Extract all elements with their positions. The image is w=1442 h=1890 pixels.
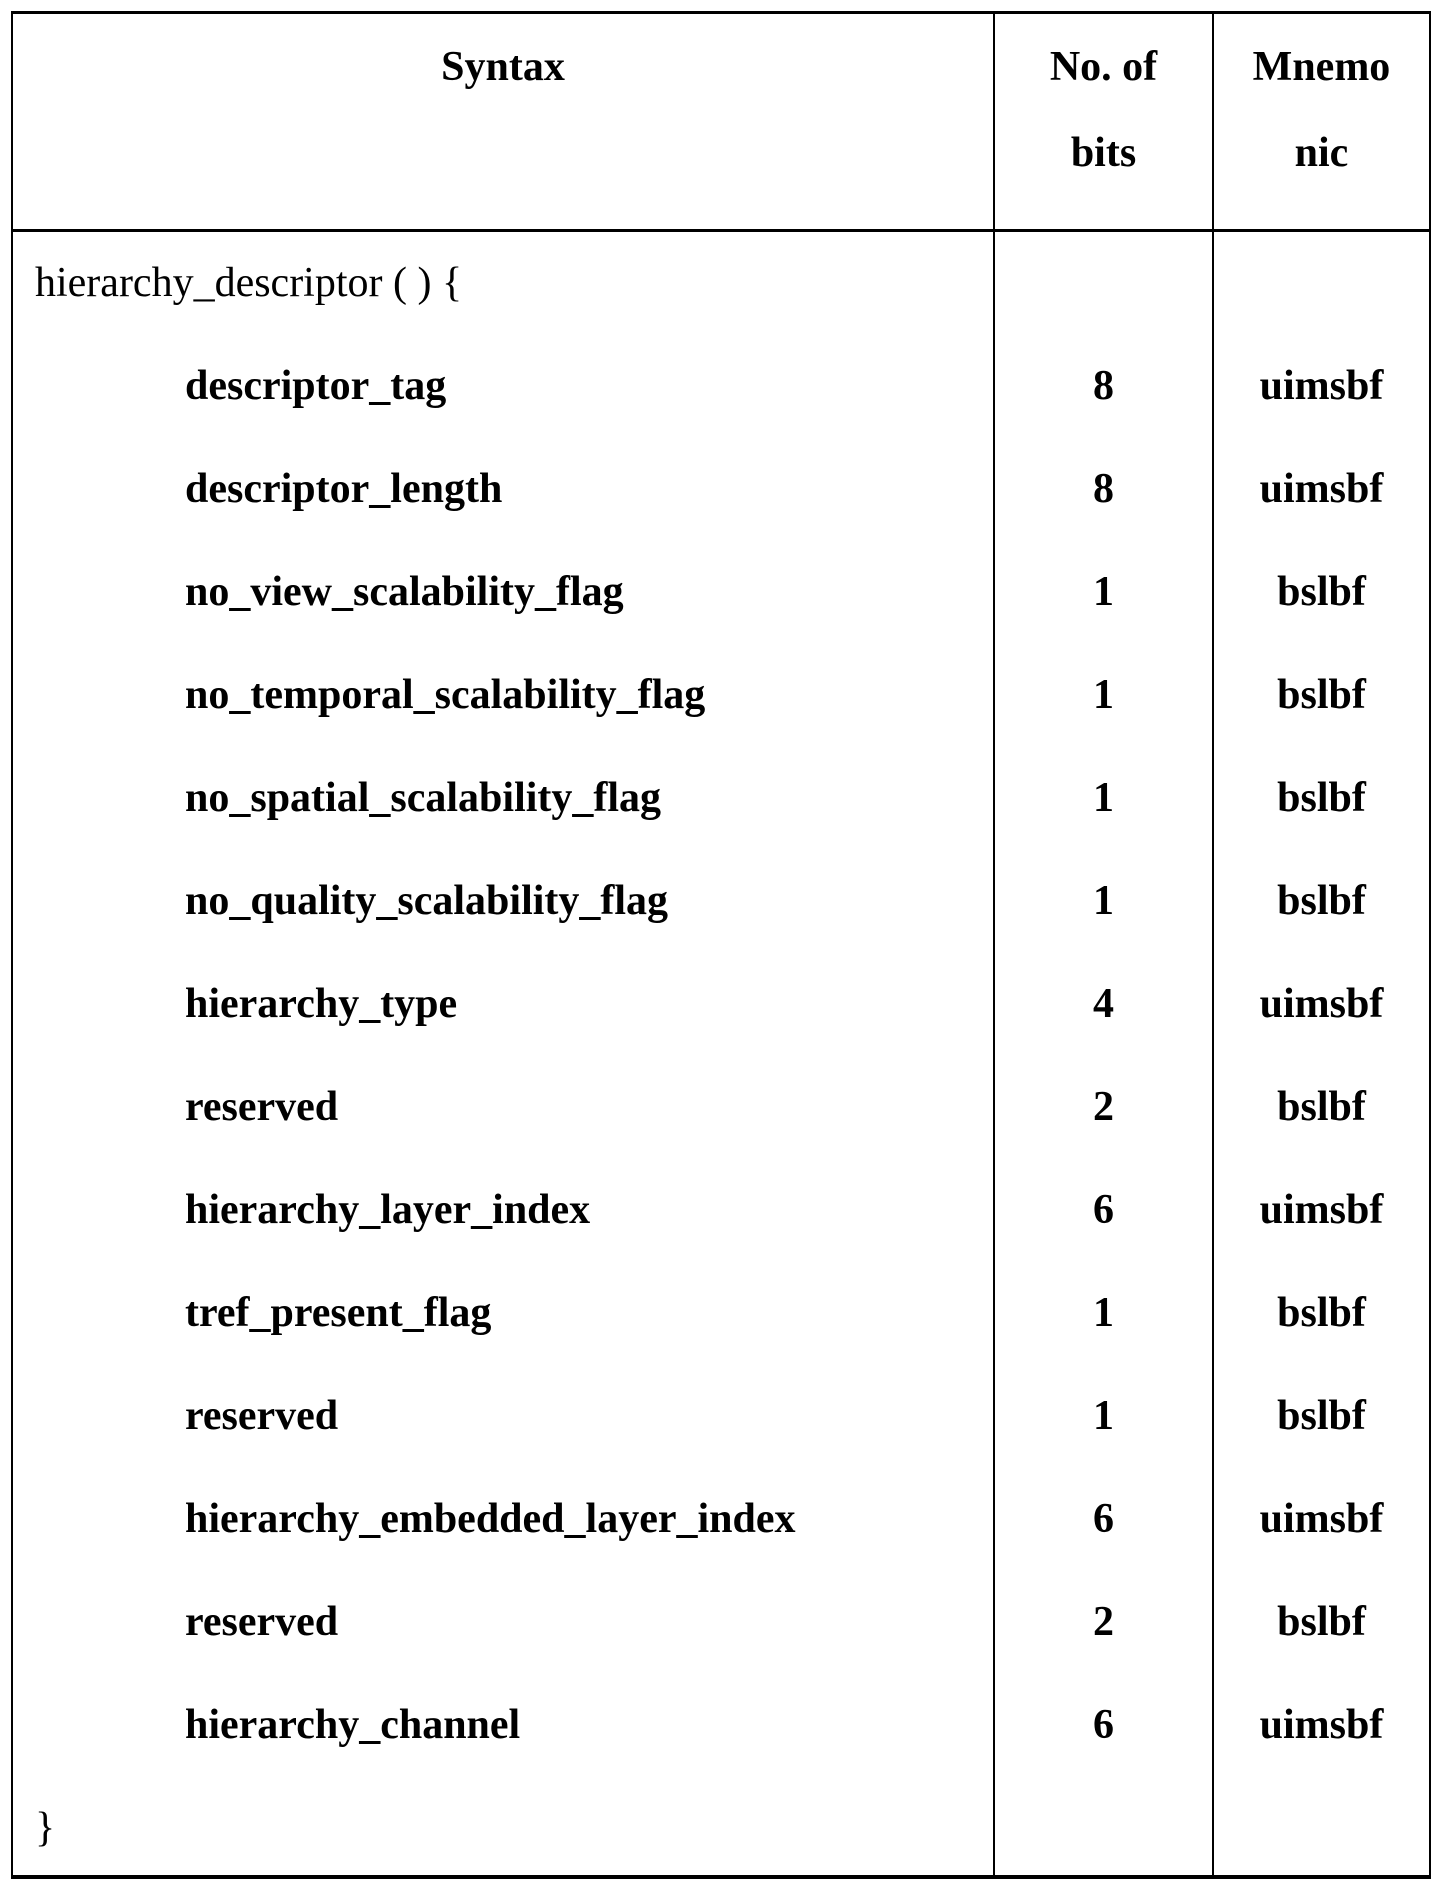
syntax-cell: descriptor_tag (185, 363, 447, 409)
syntax-cell: no_spatial_scalability_flag (185, 775, 662, 821)
table-row (13, 1365, 1429, 1468)
syntax-cell: reserved (185, 1084, 339, 1130)
mnemonic-cell: bslbf (1277, 1290, 1366, 1336)
bits-cell: 2 (1093, 1084, 1114, 1130)
syntax-cell: hierarchy_channel (185, 1702, 521, 1748)
mnemonic-cell: uimsbf (1259, 981, 1384, 1027)
syntax-cell: hierarchy_descriptor ( ) { (35, 260, 463, 306)
bits-cell: 6 (1093, 1702, 1114, 1748)
bits-cell: 1 (1093, 1393, 1114, 1439)
syntax-cell: reserved (185, 1393, 339, 1439)
table-header (13, 14, 1429, 229)
table-row-opening (13, 232, 1429, 335)
table-row (13, 1571, 1429, 1674)
syntax-cell: no_temporal_scalability_flag (185, 672, 706, 718)
table-row (13, 1056, 1429, 1159)
mnemonic-cell: bslbf (1277, 1084, 1366, 1130)
table-row (13, 747, 1429, 850)
mnemonic-cell: uimsbf (1259, 363, 1384, 409)
header-syntax (13, 14, 993, 110)
mnemonic-cell: uimsbf (1259, 466, 1384, 512)
syntax-cell: reserved (185, 1599, 339, 1645)
mnemonic-cell: bslbf (1277, 1599, 1366, 1645)
syntax-cell: hierarchy_type (185, 981, 458, 1027)
table-row (13, 850, 1429, 953)
table-row (13, 1262, 1429, 1365)
mnemonic-cell: uimsbf (1259, 1702, 1384, 1748)
bits-cell: 4 (1093, 981, 1114, 1027)
header-bits-line1: No. of (1049, 44, 1158, 90)
syntax-table (11, 11, 1431, 1879)
table-row (13, 1159, 1429, 1262)
syntax-cell: hierarchy_layer_index (185, 1187, 591, 1233)
header-bits-line2: bits (1070, 130, 1137, 176)
mnemonic-cell: bslbf (1277, 775, 1366, 821)
bits-cell: 1 (1093, 775, 1114, 821)
table-row (13, 438, 1429, 541)
syntax-cell: } (35, 1805, 56, 1851)
table-row (13, 335, 1429, 438)
syntax-cell: no_view_scalability_flag (185, 569, 624, 615)
header-mnemonic (1214, 14, 1429, 196)
bits-cell: 2 (1093, 1599, 1114, 1645)
mnemonic-cell: bslbf (1277, 1393, 1366, 1439)
header-mnemonic-line1: Mnemo (1252, 44, 1391, 90)
table-body (13, 232, 1429, 1880)
mnemonic-cell: uimsbf (1259, 1187, 1384, 1233)
syntax-cell: descriptor_length (185, 466, 503, 512)
bits-cell: 1 (1093, 878, 1114, 924)
bits-cell: 1 (1093, 569, 1114, 615)
bits-cell: 8 (1093, 466, 1114, 512)
header-no-of-bits (995, 14, 1212, 196)
syntax-cell: tref_present_flag (185, 1290, 492, 1336)
header-syntax-label: Syntax (441, 44, 565, 90)
mnemonic-cell: bslbf (1277, 672, 1366, 718)
syntax-cell: hierarchy_embedded_layer_index (185, 1496, 796, 1542)
table-row (13, 953, 1429, 1056)
mnemonic-cell: bslbf (1277, 878, 1366, 924)
mnemonic-cell: uimsbf (1259, 1496, 1384, 1542)
table-row (13, 541, 1429, 644)
bits-cell: 1 (1093, 1290, 1114, 1336)
table-row-closing (13, 1777, 1429, 1880)
table-row (13, 1468, 1429, 1571)
bits-cell: 6 (1093, 1187, 1114, 1233)
syntax-cell: no_quality_scalability_flag (185, 878, 669, 924)
bits-cell: 8 (1093, 363, 1114, 409)
bits-cell: 1 (1093, 672, 1114, 718)
bits-cell: 6 (1093, 1496, 1114, 1542)
mnemonic-cell: bslbf (1277, 569, 1366, 615)
table-row (13, 1674, 1429, 1777)
table-row (13, 644, 1429, 747)
header-mnemonic-line2: nic (1294, 130, 1349, 176)
